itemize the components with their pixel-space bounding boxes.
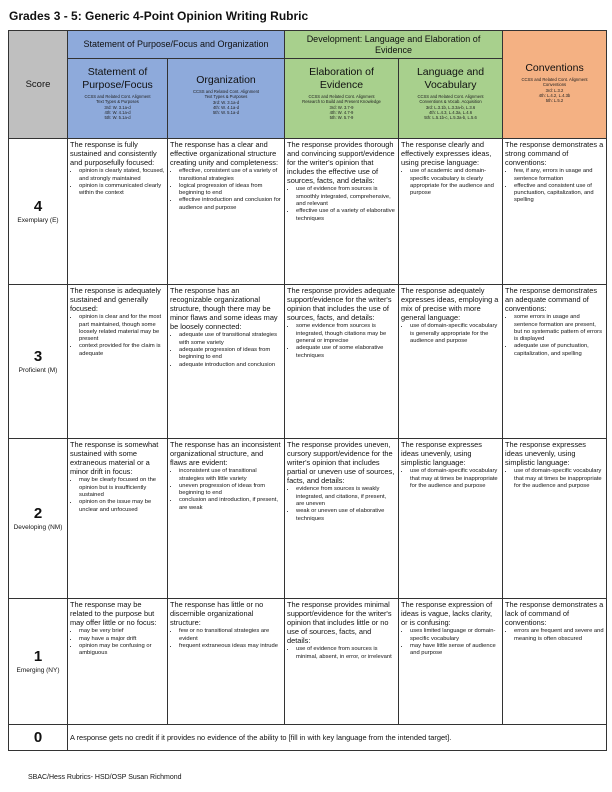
- std-line: 3rd: L.3.2: [545, 87, 564, 93]
- cell-bullet: • may have a major drift: [79, 636, 165, 643]
- organization-header: [168, 59, 285, 139]
- cell-bullet: • use of domain-specific vocabulary is generally appropriate for the audience and purpose: [410, 323, 500, 345]
- std-line: CCSS and Related Cont. Alignment: [192, 89, 260, 94]
- cell-bullets: [287, 186, 396, 222]
- cell-bullet: • may be clearly focused on the opinion but is insufficiently sustained: [79, 477, 165, 499]
- score-value: 2: [33, 505, 43, 522]
- cell-bullets: [70, 477, 165, 513]
- rubric-cell: [68, 139, 168, 285]
- score-cell: [9, 725, 68, 751]
- cell-bullet: • conclusion and introduction, if present, are weak: [179, 497, 282, 512]
- cell-bullets: [170, 168, 282, 212]
- rubric-cell: [285, 285, 399, 439]
- cell-bullet: • effective, consistent use of a variety of transitional strategies: [179, 168, 282, 183]
- score-name: Exemplary (E): [17, 217, 59, 224]
- cell-bullets: [505, 314, 604, 358]
- cell-lead: The response demonstrates an adequate command of conventions:: [505, 286, 598, 314]
- score-cell: [9, 285, 68, 439]
- language-vocabulary-header: [399, 59, 503, 139]
- cell-bullets: [401, 168, 500, 197]
- cell-bullet: • context provided for the claim is adequate: [79, 343, 165, 358]
- cell-bullets: [401, 628, 500, 657]
- score-name: Emerging (NY): [16, 667, 60, 674]
- score-value: 4: [33, 198, 43, 215]
- cell-bullet: • use of evidence from sources is smoothly integrated, comprehensive, and relevant: [296, 186, 396, 208]
- rubric-cell: [285, 599, 399, 725]
- cell-bullet: • use of academic and domain-specific vocabulary is clearly appropriate for the audience and purpose: [410, 168, 500, 197]
- std-line: 4th: L.4.2, L.4.3b: [538, 92, 571, 98]
- std-line: CCSS and Related Cont. Alignment: [521, 77, 588, 82]
- cell-bullet: • few, if any, errors in usage and sentence formation: [514, 168, 604, 183]
- cell-bullets: [287, 323, 396, 359]
- std-line: 3rd: W. 3.1a-d: [212, 99, 240, 105]
- cell-lead: The response provides minimal support/evidence for the writer's opinion that includes little or no use of sources, facts, and details:: [287, 600, 392, 646]
- purpose-organization-group-header: Statement of Purpose/Focus and Organization: [68, 31, 285, 59]
- cell-bullets: [401, 468, 500, 490]
- cell-bullet: • opinion is communicated clearly within the context: [79, 183, 165, 198]
- cell-lead: The response is somewhat sustained with some extraneous material or a minor drift in focus:: [70, 440, 159, 477]
- development-group-header: Development: Language and Elaboration of Evidence: [285, 31, 503, 59]
- cell-bullets: [70, 168, 165, 197]
- rubric-row-3: [9, 285, 607, 439]
- rubric-cell: [399, 439, 503, 599]
- cell-bullet: • may have little sense of audience and purpose: [410, 643, 500, 658]
- std-line: Text Types & Purposes: [204, 94, 248, 100]
- score-name: Proficient (M): [18, 367, 58, 374]
- std-line: 4th: W. 4.1a-d: [212, 104, 240, 110]
- rubric-cell: [168, 285, 285, 439]
- cell-bullet: • weak or uneven use of elaborative techniques: [296, 508, 396, 523]
- column-standards: [170, 89, 282, 115]
- cell-lead: The response has a clear and effective organizational structure creating unity and completeness:: [170, 140, 279, 168]
- cell-bullet: • uses limited language or domain-specific vocabulary: [410, 628, 500, 643]
- footer-credit: SBAC/Hess Rubrics- HSD/OSP Susan Richmond: [28, 774, 182, 781]
- score-cell: [9, 439, 68, 599]
- std-line: CCSS and Related Cont. Alignment: [308, 94, 375, 99]
- cell-lead: The response adequately expresses ideas, employing a mix of precise with more general language:: [401, 286, 499, 323]
- cell-bullet: • evidence from sources is weakly integrated, and citations, if present, are uneven: [296, 486, 396, 508]
- cell-lead: The response demonstrates a strong command of conventions:: [505, 140, 604, 168]
- rubric-cell: [68, 599, 168, 725]
- std-line: 5th: L.5.1b-c, L.5.3a-b, L.5.6: [424, 115, 477, 121]
- rubric-cell: [399, 599, 503, 725]
- rubric-table: [8, 30, 607, 751]
- cell-lead: The response expresses ideas unevenly, using simplistic language:: [401, 440, 482, 468]
- std-line: 3rd: W. 3.7-9: [329, 104, 354, 110]
- cell-bullets: [505, 628, 604, 643]
- cell-bullet: • logical progression of ideas from beginning to end: [179, 183, 282, 198]
- rubric-cell: [168, 439, 285, 599]
- cell-bullet: • uneven progression of ideas from beginning to end: [179, 483, 282, 498]
- cell-bullet: • use of domain-specific vocabulary that may at times be inappropriate for the audience and purpose: [514, 468, 604, 490]
- cell-lead: The response has an recognizable organizational structure, though there may be minor flaws and some ideas may be loosely connected:: [170, 286, 278, 332]
- cell-bullet: • opinion is clearly stated, focused, and strongly maintained: [79, 168, 165, 183]
- score-header: Score: [9, 31, 68, 139]
- cell-bullet: • use of evidence from sources is minimal, absent, in error, or irrelevant: [296, 646, 396, 661]
- cell-bullet: • some evidence from sources is integrated, though citations may be general or imprecise: [296, 323, 396, 345]
- cell-bullet: • some errors in usage and sentence formation are present, but no systematic pattern of errors is displayed: [514, 314, 604, 343]
- score-cell: [9, 139, 68, 285]
- std-line: 3rd: L.3.1b, L.3.3a-b, L.3.6: [425, 104, 476, 110]
- cell-lead: The response is adequately sustained and generally focused:: [70, 286, 161, 314]
- cell-bullets: [287, 486, 396, 522]
- cell-bullet: • few or no transitional strategies are evident: [179, 628, 282, 643]
- cell-bullets: [170, 332, 282, 368]
- cell-bullet: • adequate use of transitional strategies with some variety: [179, 332, 282, 347]
- score-value: 3: [33, 348, 43, 365]
- cell-lead: The response demonstrates a lack of command of conventions:: [505, 600, 604, 628]
- cell-bullet: • use of domain-specific vocabulary that may at times be inappropriate for the audience and purpose: [410, 468, 500, 490]
- cell-bullets: [70, 314, 165, 358]
- cell-bullet: • adequate use of punctuation, capitalization, and spelling: [514, 343, 604, 358]
- cell-lead: The response has little or no discernible organizational structure:: [170, 600, 264, 628]
- cell-lead: The response has an inconsistent organizational structure, and flaws are evident:: [170, 440, 281, 468]
- cell-lead: The response expression of ideas is vague, lacks clarity, or is confusing:: [401, 600, 493, 628]
- rubric-cell: [168, 599, 285, 725]
- cell-lead: The response provides adequate support/evidence for the writer's opinion that includes the use of sources, facts, and details:: [287, 286, 396, 323]
- cell-lead: The response provides thorough and convincing support/evidence for the writer's opinion that includes the effective use of sources, facts, and details:: [287, 140, 395, 186]
- rubric-cell: [503, 599, 607, 725]
- rubric-row-0: [9, 725, 607, 751]
- cell-bullet: • errors are frequent and severe and meaning is often obscured: [514, 628, 604, 643]
- std-line: Conventions: [542, 82, 567, 88]
- std-line: 5th: W. 5.1a-d: [104, 115, 131, 121]
- score-name: Developing (NM): [13, 524, 63, 531]
- std-line: CCSS and Related Cont. Alignment: [84, 94, 151, 99]
- zero-score-description: A response gets no credit if it provides no evidence of the ability to [fill in with key language from the intended target].: [68, 725, 607, 751]
- rubric-cell: [503, 285, 607, 439]
- column-title: Elaboration of Evidence: [309, 66, 374, 91]
- cell-lead: The response is fully sustained and consistently and purposefully focused:: [70, 140, 157, 168]
- score-cell: [9, 599, 68, 725]
- column-title: Language and Vocabulary: [416, 66, 485, 91]
- rubric-cell: [503, 439, 607, 599]
- std-line: Research to Build and Present Knowledge: [302, 99, 381, 105]
- column-standards: [70, 94, 165, 120]
- rubric-cell: [399, 139, 503, 285]
- std-line: Conventions & Vocab. Acquisition: [419, 99, 482, 105]
- cell-lead: The response may be related to the purpose but may offer little or no focus:: [70, 600, 157, 628]
- std-line: 5th: W. 5.1a-d: [212, 110, 240, 116]
- column-title: Statement of Purpose/Focus: [82, 66, 153, 91]
- rubric-row-1: [9, 599, 607, 725]
- cell-bullets: [287, 646, 396, 661]
- cell-bullet: • effective introduction and conclusion for audience and purpose: [179, 197, 282, 212]
- cell-bullet: • opinion is clear and for the most part maintained, though some loosely related material may be present: [79, 314, 165, 343]
- rubric-cell: [68, 285, 168, 439]
- std-line: 4th: W. 4.7-9: [329, 109, 354, 115]
- rubric-cell: [68, 439, 168, 599]
- cell-lead: The response provides uneven, cursory support/evidence for the writer's opinion that includes partial or uneven use of sources, facts, and details:: [287, 440, 395, 486]
- conventions-header: [503, 31, 607, 139]
- cell-bullets: [170, 628, 282, 650]
- column-standards: [401, 94, 500, 120]
- cell-bullet: • may be very brief: [79, 628, 165, 635]
- score-value: 1: [33, 648, 43, 665]
- conventions-standards: [505, 77, 604, 103]
- cell-bullet: • adequate introduction and conclusion: [179, 362, 282, 369]
- score-value: 0: [33, 728, 43, 746]
- rubric-cell: [503, 139, 607, 285]
- rubric-cell: [285, 439, 399, 599]
- cell-bullets: [70, 628, 165, 657]
- conventions-title: Conventions: [525, 62, 584, 74]
- cell-bullets: [505, 168, 604, 204]
- rubric-cell: [168, 139, 285, 285]
- cell-bullet: • adequate progression of ideas from beginning to end: [179, 347, 282, 362]
- rubric-cell: [399, 285, 503, 439]
- std-line: Text Types & Purposes: [96, 99, 139, 105]
- cell-lead: The response expresses ideas unevenly, using simplistic language:: [505, 440, 586, 468]
- rubric-row-2: [9, 439, 607, 599]
- cell-bullets: [505, 468, 604, 490]
- cell-bullets: [401, 323, 500, 345]
- column-standards: [287, 94, 396, 120]
- elaboration-header: [285, 59, 399, 139]
- cell-lead: The response clearly and effectively expresses ideas, using precise language:: [401, 140, 492, 168]
- column-title: Organization: [196, 74, 256, 86]
- cell-bullet: • frequent extraneous ideas may intrude: [179, 643, 282, 650]
- cell-bullet: • effective and consistent use of punctuation, capitalization, and spelling: [514, 183, 604, 205]
- std-line: 4th: W. 4.1a-d: [104, 109, 131, 115]
- std-line: 5th: L.5.2: [545, 98, 564, 104]
- std-line: 4th: L.4.3, L.4.3a, L.4.6: [428, 109, 473, 115]
- cell-bullet: • effective use of a variety of elaborative techniques: [296, 208, 396, 223]
- purpose-focus-header: [68, 59, 168, 139]
- rubric-row-4: [9, 139, 607, 285]
- page-title: Grades 3 - 5: Generic 4-Point Opinion Writing Rubric: [9, 9, 309, 23]
- cell-bullets: [170, 468, 282, 512]
- cell-bullet: • opinion may be confusing or ambiguous: [79, 643, 165, 658]
- cell-bullet: • opinion on the issue may be unclear and unfocused: [79, 499, 165, 514]
- rubric-cell: [285, 139, 399, 285]
- std-line: 3rd: W. 3.1a-d: [104, 104, 131, 110]
- std-line: 5th: W. 5.7-9: [329, 115, 354, 121]
- std-line: CCSS and Related Cont. Alignment: [417, 94, 484, 99]
- cell-bullet: • adequate use of some elaborative techniques: [296, 345, 396, 360]
- cell-bullet: • inconsistent use of transitional strategies with little variety: [179, 468, 282, 483]
